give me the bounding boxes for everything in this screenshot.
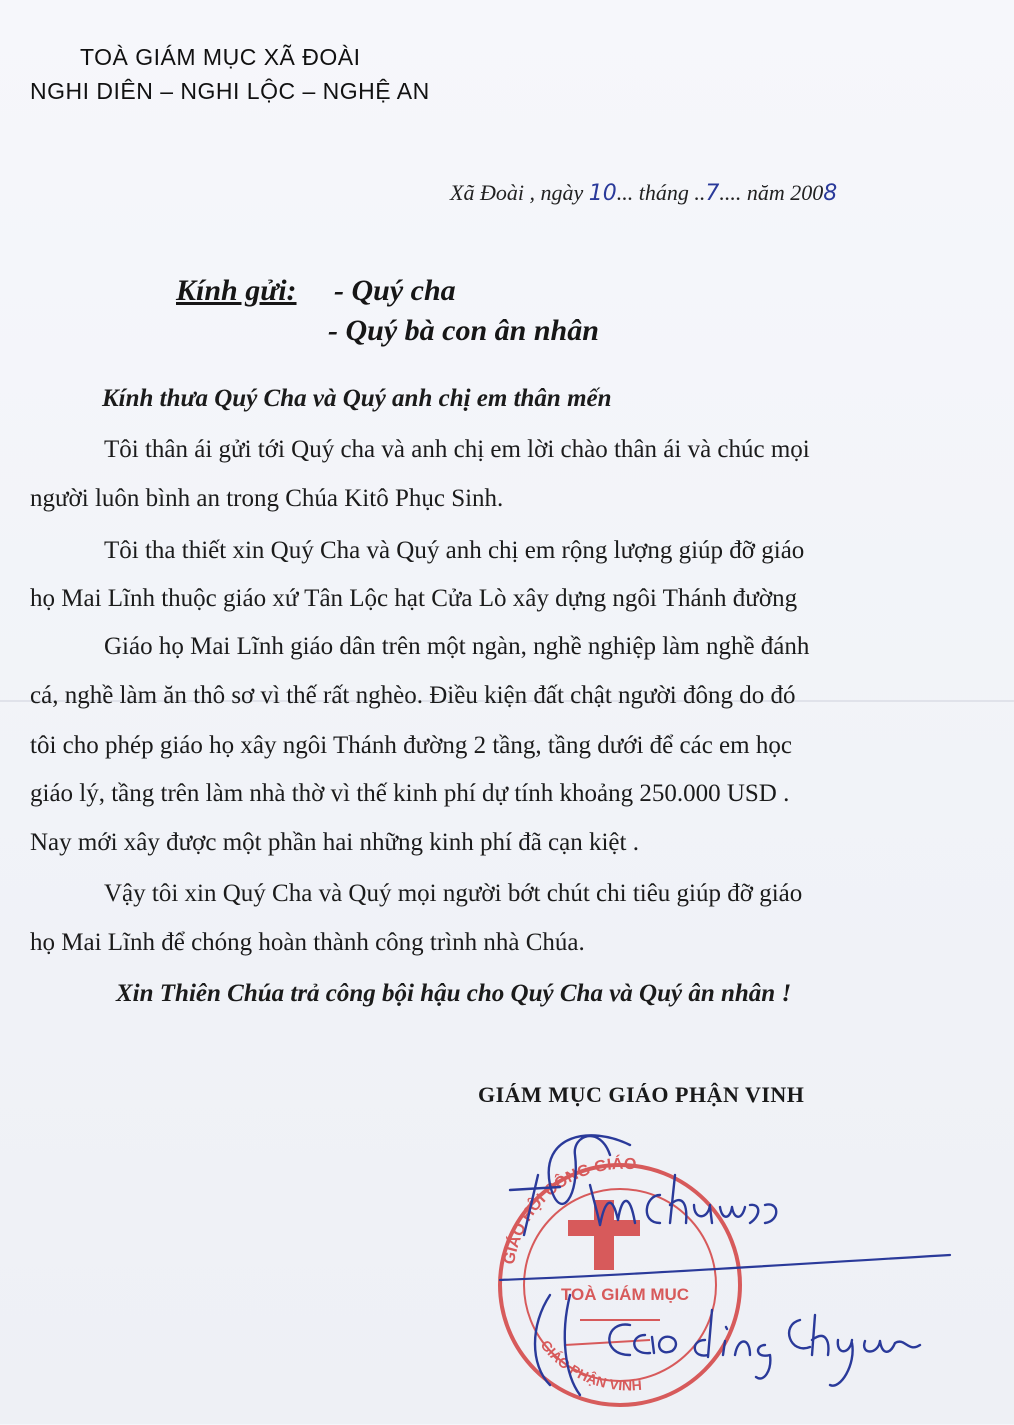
address-label: Kính gửi: [176, 274, 297, 307]
stamp-and-signature [480, 1115, 980, 1420]
date-year-last: 8 [823, 181, 838, 206]
salutation: Kính thưa Quý Cha và Quý anh chị em thân mến [102, 385, 612, 412]
signature-block [480, 1115, 980, 1420]
closing-line: Xin Thiên Chúa trả công bội hậu cho Quý Cha và Quý ân nhân ! [116, 980, 792, 1007]
body-line: người luôn bình an trong Chúa Kitô Phục Sinh. [30, 485, 504, 512]
stamp-middle-text: TOÀ GIÁM MỤC [560, 1285, 690, 1304]
body-line: cá, nghề làm ăn thô sơ vì thế rất nghèo. Điều kiện đất chật người đông do đó [30, 682, 796, 709]
body-line: Tôi tha thiết xin Quý Cha và Quý anh chị em rộng lượng giúp đỡ giáo [104, 537, 805, 564]
body-line: Nay mới xây được một phần hai những kinh phí đã cạn kiệt . [30, 829, 639, 856]
date-place: Xã Đoài , ngày [450, 180, 584, 205]
body-line: Vậy tôi xin Quý Cha và Quý mọi người bớt chút chi tiêu giúp đỡ giáo [104, 880, 803, 907]
recipient-2: - Quý bà con ân nhân [328, 314, 599, 347]
date-day: 10 [588, 181, 617, 206]
body-line: họ Mai Lĩnh thuộc giáo xứ Tân Lộc hạt Cửa Lò xây dựng ngôi Thánh đường [30, 585, 798, 612]
body-line: Tôi thân ái gửi tới Quý cha và anh chị em lời chào thân ái và chúc mọi [104, 436, 810, 463]
date-month-label: ... tháng .. [616, 180, 706, 205]
body-line: họ Mai Lĩnh để chóng hoàn thành công trình nhà Chúa. [30, 929, 585, 956]
stamp-bottom-text: GIÁO PHẬN VINH [537, 1336, 643, 1394]
body-line: Giáo họ Mai Lĩnh giáo dân trên một ngàn, nghề nghiệp làm nghề đánh [104, 633, 810, 660]
org-address: NGHI DIÊN – NGHI LỘC – NGHỆ AN [30, 78, 430, 104]
signatory-title: GIÁM MỤC GIÁO PHẬN VINH [478, 1082, 805, 1107]
body-line: giáo lý, tầng trên làm nhà thờ vì thế kinh phí dự tính khoảng 250.000 USD . [30, 780, 790, 807]
date-line [450, 180, 837, 206]
signature-name: Cao Đình Thuyên [480, 1115, 488, 1116]
date-year-label: .... năm 200 [719, 180, 824, 205]
recipient-1: - Quý cha [334, 274, 456, 307]
org-name: TOÀ GIÁM MỤC XÃ ĐOÀI [80, 44, 361, 70]
stamp-top-text: GIÁO HỘI CÔNG GIÁO [501, 1155, 637, 1266]
body-line: tôi cho phép giáo họ xây ngôi Thánh đường 2 tầng, tầng dưới để các em học [30, 732, 792, 759]
date-month: 7 [705, 181, 720, 206]
